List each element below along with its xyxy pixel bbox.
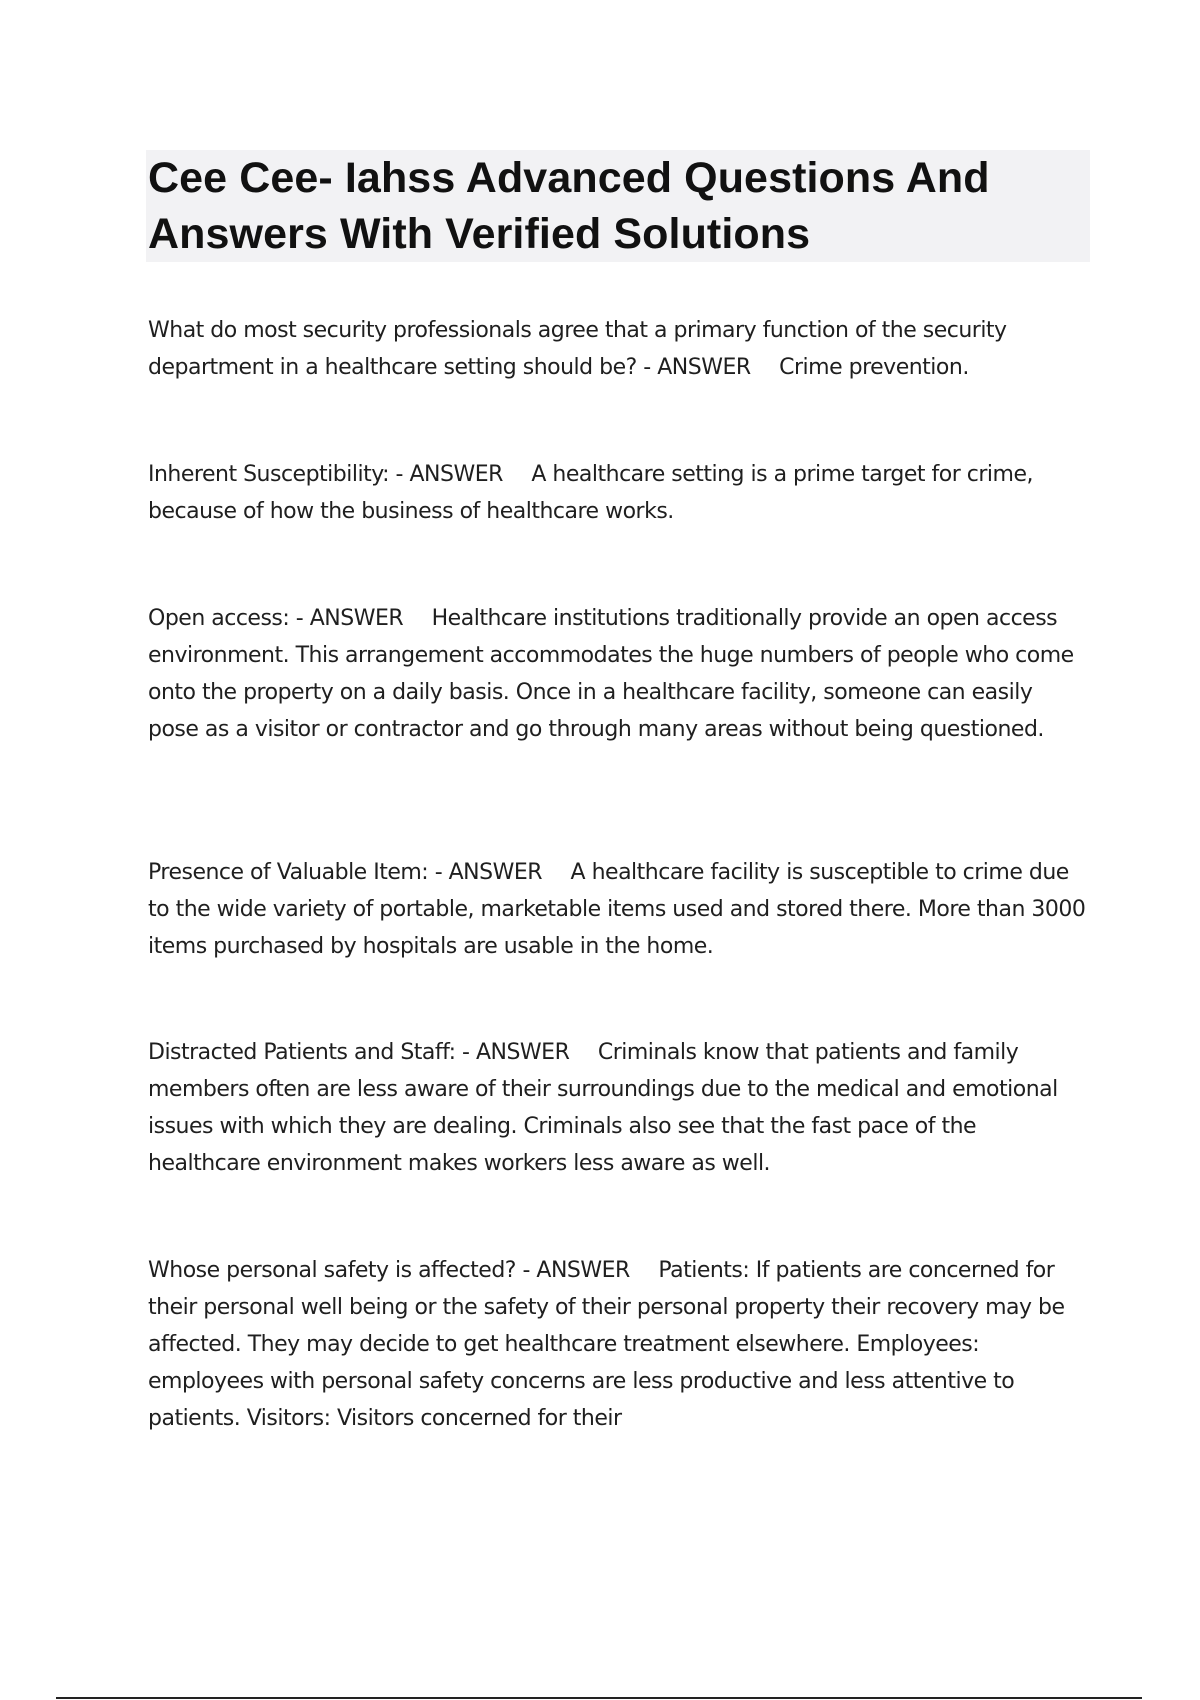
question-text: Whose personal safety is affected?	[148, 1258, 516, 1283]
question-text: Presence of Valuable Item:	[148, 860, 429, 885]
qa-item	[148, 456, 1088, 530]
answer-marker: - ANSWER	[295, 606, 404, 631]
qa-item	[148, 854, 1088, 965]
answer-text: A healthcare setting is a prime target for crime, because of how the business of healthcare works.	[148, 462, 1033, 524]
document-title: Cee Cee- Iahss Advanced Questions And Answers With Verified Solutions	[148, 154, 990, 258]
answer-text: Criminals know that patients and family members often are less aware of their surroundings due to the medical and emotional issues with which they are dealing. Criminals also see that the fast pace of the healthcare environment makes workers less aware as well.	[148, 1040, 1058, 1176]
qa-item	[148, 1252, 1088, 1437]
answer-text: Crime prevention.	[779, 355, 969, 380]
bottom-rule	[56, 1697, 1142, 1699]
qa-item	[148, 1034, 1088, 1182]
answer-text: Healthcare institutions traditionally provide an open access environment. This arrangement accommodates the huge numbers of people who come onto the property on a daily basis. Once in a healthcare facility, someone can easily pose as a visitor or contractor and go through many areas without being questioned.	[148, 606, 1074, 742]
question-text: What do most security professionals agree that a primary function of the security department in a healthcare setting should be?	[148, 318, 1007, 380]
answer-marker: - ANSWER	[522, 1258, 630, 1283]
question-text: Distracted Patients and Staff:	[148, 1040, 456, 1065]
answer-text: A healthcare facility is susceptible to crime due to the wide variety of portable, marketable items used and stored there. More than 3000 items purchased by hospitals are usable in the home.	[148, 860, 1086, 959]
question-text: Open access:	[148, 606, 290, 631]
answer-marker: - ANSWER	[434, 860, 543, 885]
answer-marker: - ANSWER	[462, 1040, 570, 1065]
question-text: Inherent Susceptibility:	[148, 462, 390, 487]
answer-marker: - ANSWER	[643, 355, 751, 380]
qa-item	[148, 600, 1088, 748]
answer-marker: - ANSWER	[395, 462, 503, 487]
qa-item	[148, 312, 1088, 386]
answer-text: Patients: If patients are concerned for their personal well being or the safety of their personal property their recovery may be affected. They may decide to get healthcare treatment elsewhere. Employees: employees with personal safety concerns are less productive and less attentive to patients. Visitors: Visitors concerned for their	[148, 1258, 1065, 1431]
